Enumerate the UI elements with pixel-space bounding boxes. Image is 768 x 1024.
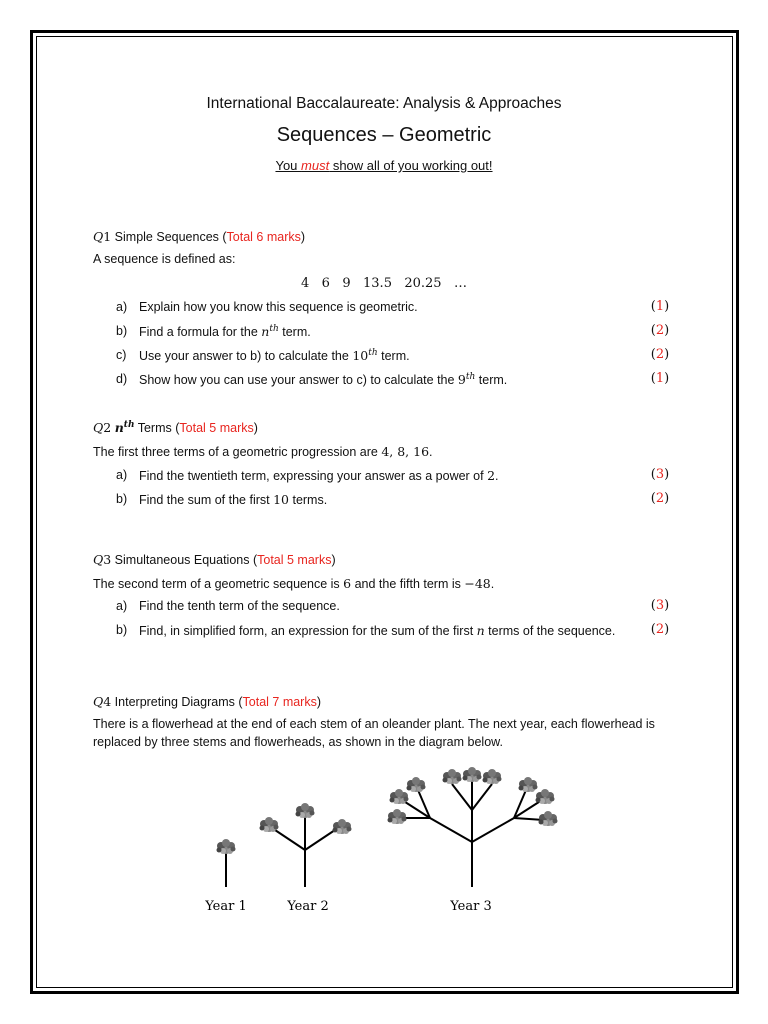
q2b-text-post: terms. bbox=[289, 493, 328, 507]
q3b-text-pre: Find, in simplified form, an expression for the sum of the first bbox=[139, 624, 477, 638]
q3b-marks-value: 2 bbox=[655, 622, 665, 637]
q3-label-letter: Q bbox=[93, 552, 104, 567]
q2b-text-pre: Find the sum of the first bbox=[139, 493, 274, 507]
instruction-line bbox=[0, 158, 768, 173]
q1b-text bbox=[139, 324, 311, 339]
q2-sup: th bbox=[123, 420, 135, 430]
q1d-marks: (1) bbox=[650, 371, 670, 386]
q2-label-num: 2 bbox=[103, 420, 112, 435]
q3a-text: Find the tenth term of the sequence. bbox=[139, 599, 340, 613]
oleander-diagram bbox=[190, 760, 570, 920]
q2b-text bbox=[139, 492, 327, 507]
q1a-text: Explain how you know this sequence is geometric. bbox=[139, 300, 418, 314]
q1a-marks-value: 1 bbox=[655, 299, 665, 314]
q2a-text bbox=[139, 468, 499, 483]
year1-plant bbox=[217, 839, 236, 887]
q1b-n: n bbox=[261, 324, 270, 339]
q1b-text-pre: Find a formula for the bbox=[139, 325, 262, 339]
q1d-marks-value: 1 bbox=[655, 371, 665, 386]
q2-label-letter: Q bbox=[93, 420, 104, 435]
q3-intro-post: . bbox=[490, 577, 495, 591]
year3-plant bbox=[388, 767, 558, 887]
q1b-sup: th bbox=[269, 324, 279, 334]
q2-heading bbox=[93, 420, 258, 435]
q3-total: Total 5 marks bbox=[257, 553, 332, 567]
q1-total: Total 6 marks bbox=[226, 230, 301, 244]
q3-intro-mid: and the fifth term is bbox=[351, 577, 465, 591]
q1b-text-post: term. bbox=[278, 325, 311, 339]
q2a-marks-value: 3 bbox=[655, 467, 665, 482]
instruction-post: show all of you working out! bbox=[329, 158, 493, 173]
q2-title: Terms ( bbox=[134, 421, 180, 435]
q1a-letter: a) bbox=[116, 300, 128, 314]
q2a-text-post: . bbox=[495, 469, 499, 483]
q1b-marks: (2) bbox=[650, 323, 670, 338]
year1-label: Year 1 bbox=[205, 899, 247, 914]
q1d-text bbox=[139, 372, 507, 387]
q1c-marks: (2) bbox=[650, 347, 670, 362]
q4-line2: replaced by three stems and flowerheads, as shown in the diagram below. bbox=[93, 735, 503, 749]
q3-intro-math2: −48 bbox=[464, 576, 491, 591]
q1a-marks: (1) bbox=[650, 299, 670, 314]
q2a-marks: (3) bbox=[650, 467, 670, 482]
q2a-text-pre: Find the twentieth term, expressing your answer as a power of bbox=[139, 469, 488, 483]
q3-intro-math1: 6 bbox=[343, 576, 352, 591]
q2-intro-math: 4, 8, 16 bbox=[381, 444, 430, 459]
q1d-n: 9 bbox=[457, 372, 466, 387]
q3b-math: n bbox=[476, 623, 485, 638]
q2-intro-post: . bbox=[429, 445, 433, 459]
q3a-marks: (3) bbox=[650, 598, 670, 613]
q3-heading bbox=[93, 552, 336, 567]
q3-title: Simultaneous Equations ( bbox=[111, 553, 258, 567]
q2b-letter: b) bbox=[116, 492, 128, 506]
year2-plant bbox=[260, 803, 352, 887]
q3a-letter: a) bbox=[116, 599, 128, 613]
q2b-marks: (2) bbox=[650, 491, 670, 506]
year2-label: Year 2 bbox=[287, 899, 329, 914]
q4-close: ) bbox=[316, 695, 322, 709]
q3a-marks-value: 3 bbox=[655, 598, 665, 613]
q1c-letter: c) bbox=[116, 348, 127, 362]
q2a-letter: a) bbox=[116, 468, 128, 482]
q2a-math: 2 bbox=[487, 468, 496, 483]
q1c-sup: th bbox=[368, 348, 378, 358]
course-title: International Baccalaureate: Analysis & Approaches bbox=[206, 95, 562, 112]
q1-sequence: 4 6 9 13.5 20.25 … bbox=[301, 276, 467, 291]
q3-close: ) bbox=[331, 553, 336, 567]
q1b-marks-value: 2 bbox=[655, 323, 665, 338]
q3-intro-pre: The second term of a geometric sequence is bbox=[93, 577, 344, 591]
q1-intro: A sequence is defined as: bbox=[93, 252, 236, 266]
q2b-marks-value: 2 bbox=[655, 491, 665, 506]
year3-label: Year 3 bbox=[450, 899, 492, 914]
q1-title: Simple Sequences ( bbox=[111, 230, 227, 244]
q2-intro-pre: The first three terms of a geometric progression are bbox=[93, 445, 382, 459]
q4-label-num: 4 bbox=[103, 694, 112, 709]
q3-intro bbox=[93, 576, 494, 591]
q2-n: n bbox=[114, 420, 124, 435]
q3b-marks: (2) bbox=[650, 622, 670, 637]
q2-total: Total 5 marks bbox=[179, 421, 254, 435]
page-title: Sequences – Geometric bbox=[276, 124, 492, 146]
instruction-emphasis: must bbox=[301, 158, 330, 173]
q2-intro bbox=[93, 444, 433, 459]
q1c-marks-value: 2 bbox=[655, 347, 665, 362]
q1d-sup: th bbox=[465, 372, 476, 382]
q3b-letter: b) bbox=[116, 623, 128, 637]
q4-total: Total 7 marks bbox=[242, 695, 317, 709]
q1c-n: 10 bbox=[352, 348, 369, 363]
q1-label-num: 1 bbox=[103, 229, 112, 244]
q1-close: ) bbox=[300, 230, 306, 244]
q1c-text bbox=[139, 348, 410, 363]
q2b-math: 10 bbox=[273, 492, 289, 507]
q4-heading bbox=[93, 694, 321, 709]
instruction-pre: You bbox=[275, 158, 302, 173]
q1-label-letter: Q bbox=[93, 229, 104, 244]
q1c-text-pre: Use your answer to b) to calculate the bbox=[139, 349, 353, 363]
q1c-text-post: term. bbox=[377, 349, 410, 363]
q1d-text-post: term. bbox=[475, 373, 508, 387]
q3b-text bbox=[139, 623, 615, 638]
q1b-letter: b) bbox=[116, 324, 128, 338]
q3-label-num: 3 bbox=[103, 552, 112, 567]
q3b-text-post: terms of the sequence. bbox=[484, 624, 616, 638]
q1-heading bbox=[93, 229, 305, 244]
q2-close: ) bbox=[253, 421, 258, 435]
q4-title: Interpreting Diagrams ( bbox=[111, 695, 243, 709]
q4-label-letter: Q bbox=[93, 694, 104, 709]
q1d-letter: d) bbox=[116, 372, 128, 386]
q4-line1: There is a flowerhead at the end of each stem of an oleander plant. The next year, each flowerhead is bbox=[93, 717, 655, 731]
q1d-text-pre: Show how you can use your answer to c) to calculate the bbox=[139, 373, 458, 387]
